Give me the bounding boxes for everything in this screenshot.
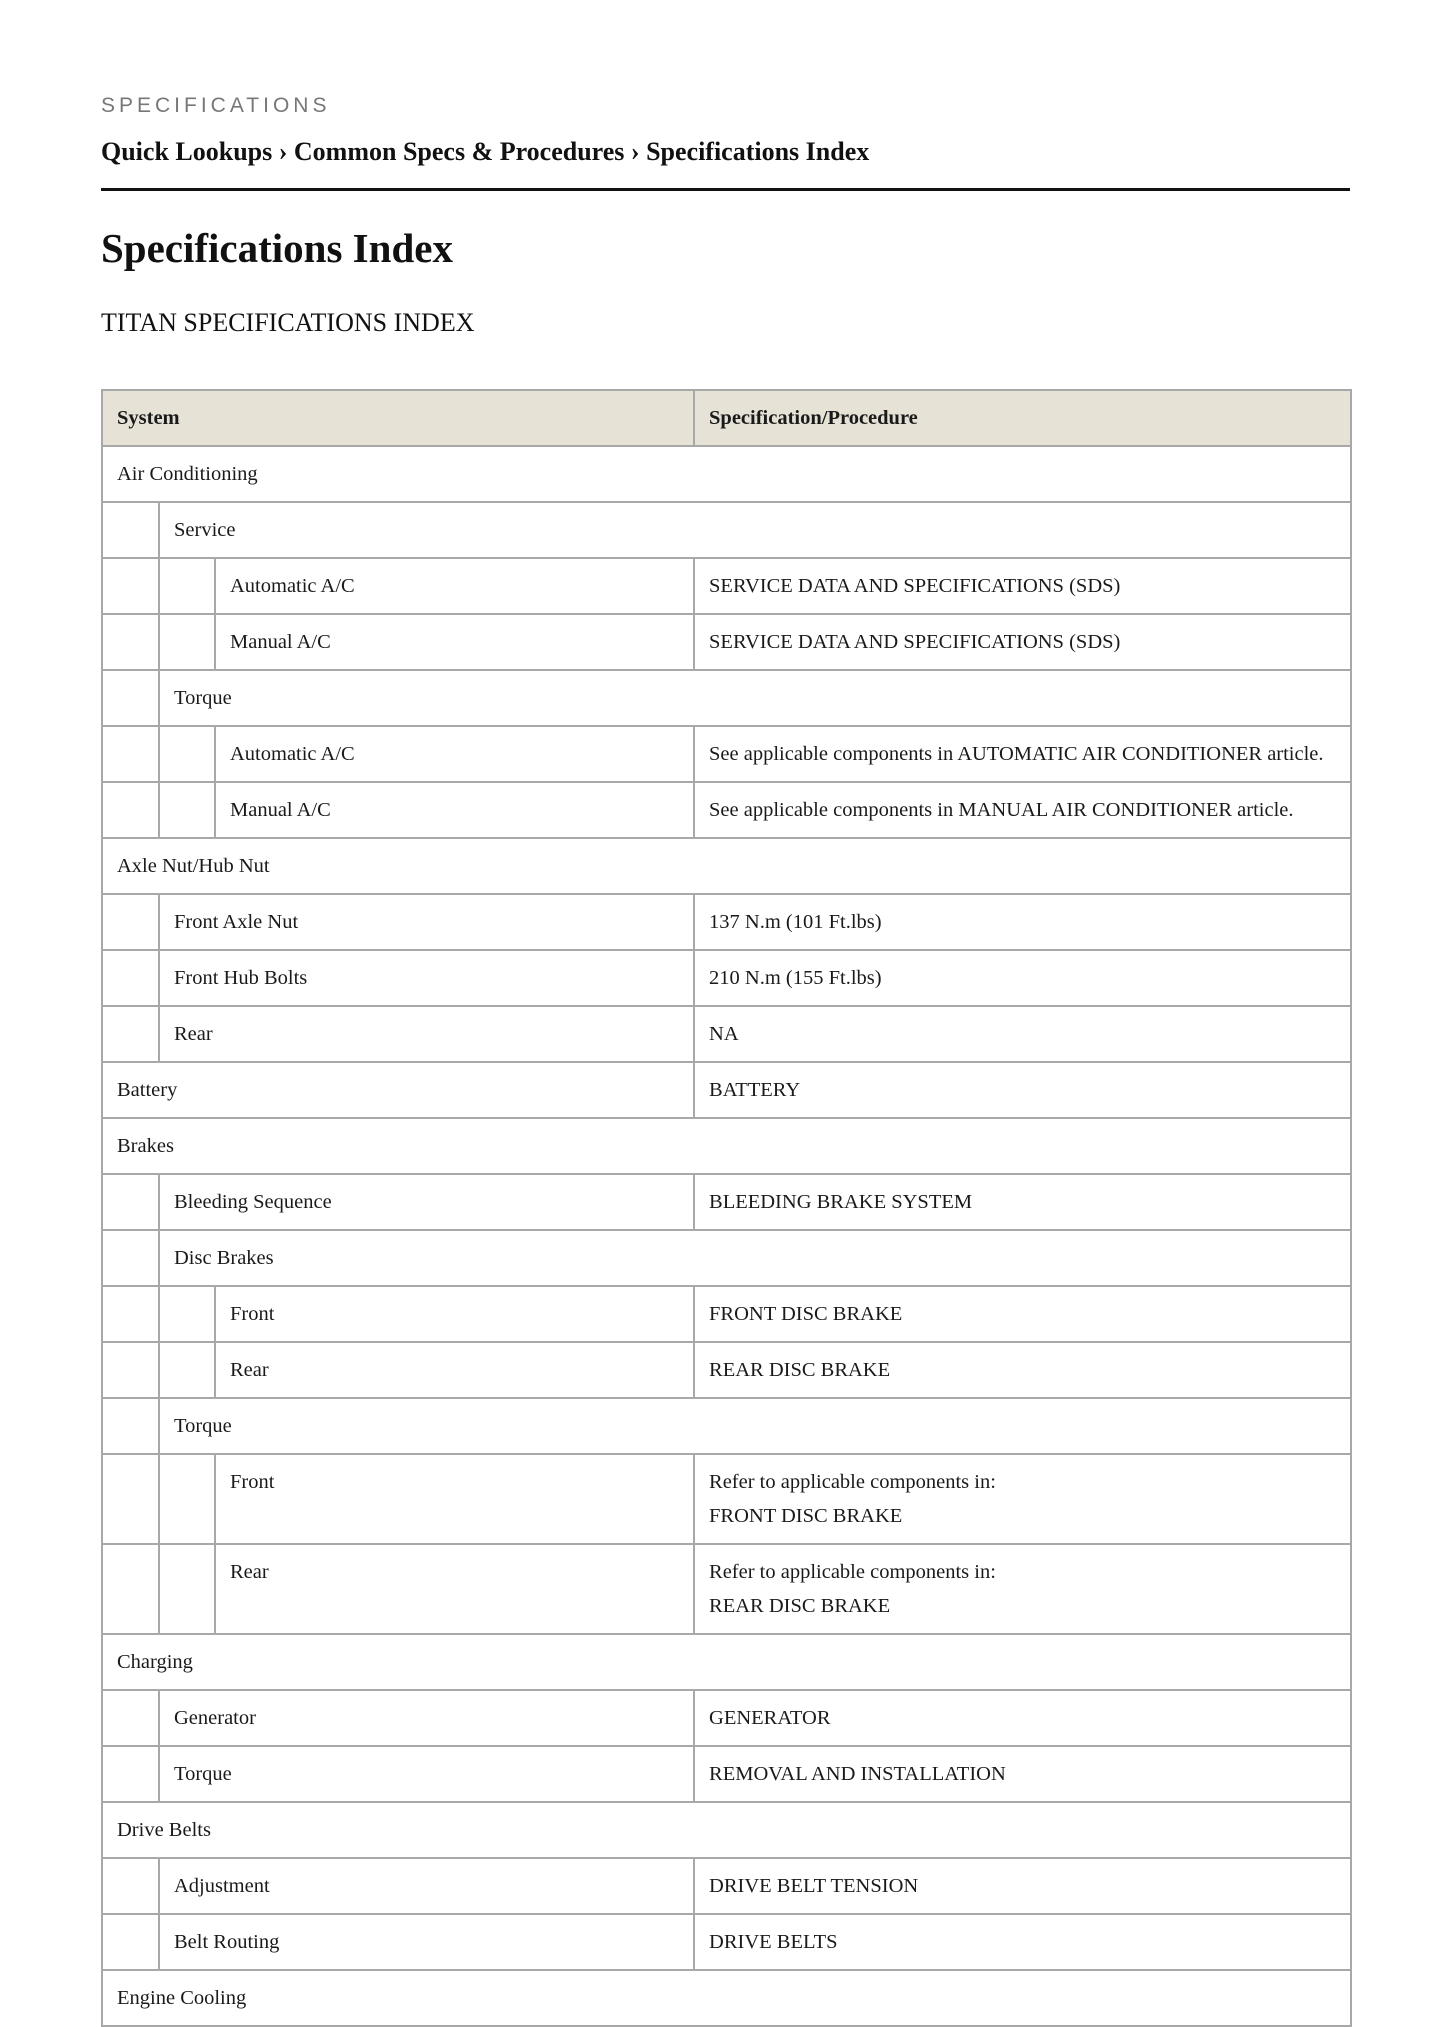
table-row bbox=[102, 1454, 1351, 1544]
system-cell: Automatic A/C bbox=[215, 726, 694, 782]
system-cell: Rear bbox=[215, 1544, 694, 1634]
table-row bbox=[102, 1802, 1351, 1858]
indent-cell bbox=[102, 1342, 159, 1398]
spec-cell: Refer to applicable components in: REAR DISC BRAKE bbox=[694, 1544, 1351, 1634]
spec-cell: NA bbox=[694, 1006, 1351, 1062]
table-row bbox=[102, 1970, 1351, 2026]
spec-cell: See applicable components in AUTOMATIC AIR CONDITIONER article. bbox=[694, 726, 1351, 782]
indent-cell bbox=[102, 1746, 159, 1802]
table-row bbox=[102, 614, 1351, 670]
indent-cell bbox=[102, 726, 159, 782]
table-row bbox=[102, 1286, 1351, 1342]
system-cell: Front bbox=[215, 1286, 694, 1342]
page-subtitle: TITAN SPECIFICATIONS INDEX bbox=[101, 308, 475, 337]
specifications-table bbox=[101, 389, 1352, 2027]
indent-cell bbox=[102, 1690, 159, 1746]
indent-cell bbox=[159, 1544, 215, 1634]
table-row bbox=[102, 1858, 1351, 1914]
table-row bbox=[102, 838, 1351, 894]
column-header-spec: Specification/Procedure bbox=[694, 390, 1351, 446]
spec-cell: SERVICE DATA AND SPECIFICATIONS (SDS) bbox=[694, 614, 1351, 670]
table-row bbox=[102, 446, 1351, 502]
table-row bbox=[102, 1914, 1351, 1970]
system-cell: Belt Routing bbox=[159, 1914, 694, 1970]
system-cell: Rear bbox=[159, 1006, 694, 1062]
table-row bbox=[102, 950, 1351, 1006]
indent-cell bbox=[102, 894, 159, 950]
spec-cell: GENERATOR bbox=[694, 1690, 1351, 1746]
indent-cell bbox=[102, 1286, 159, 1342]
spec-cell: FRONT DISC BRAKE bbox=[694, 1286, 1351, 1342]
table-row bbox=[102, 502, 1351, 558]
indent-cell bbox=[102, 950, 159, 1006]
indent-cell bbox=[102, 1230, 159, 1286]
table-row bbox=[102, 1398, 1351, 1454]
system-cell: Torque bbox=[159, 670, 1351, 726]
indent-cell bbox=[102, 614, 159, 670]
system-cell: Battery bbox=[102, 1062, 694, 1118]
table-row bbox=[102, 1544, 1351, 1634]
column-header-system: System bbox=[102, 390, 694, 446]
system-cell: Automatic A/C bbox=[215, 558, 694, 614]
indent-cell bbox=[102, 502, 159, 558]
indent-cell bbox=[159, 614, 215, 670]
table-row bbox=[102, 1634, 1351, 1690]
table-row bbox=[102, 1690, 1351, 1746]
table-row bbox=[102, 1174, 1351, 1230]
table-row bbox=[102, 558, 1351, 614]
indent-cell bbox=[102, 782, 159, 838]
system-cell: Bleeding Sequence bbox=[159, 1174, 694, 1230]
system-cell: Engine Cooling bbox=[102, 1970, 1351, 2026]
indent-cell bbox=[102, 1398, 159, 1454]
indent-cell bbox=[159, 1286, 215, 1342]
indent-cell bbox=[102, 1914, 159, 1970]
system-cell: Front bbox=[215, 1454, 694, 1544]
table-row bbox=[102, 1062, 1351, 1118]
indent-cell bbox=[102, 1454, 159, 1544]
indent-cell bbox=[159, 558, 215, 614]
spec-cell: SERVICE DATA AND SPECIFICATIONS (SDS) bbox=[694, 558, 1351, 614]
spec-cell: See applicable components in MANUAL AIR CONDITIONER article. bbox=[694, 782, 1351, 838]
indent-cell bbox=[102, 1006, 159, 1062]
table-row bbox=[102, 670, 1351, 726]
system-cell: Brakes bbox=[102, 1118, 1351, 1174]
table-row bbox=[102, 726, 1351, 782]
indent-cell bbox=[102, 1858, 159, 1914]
section-label: SPECIFICATIONS bbox=[101, 94, 331, 117]
indent-cell bbox=[102, 1174, 159, 1230]
indent-cell bbox=[102, 558, 159, 614]
system-cell: Rear bbox=[215, 1342, 694, 1398]
system-cell: Service bbox=[159, 502, 1351, 558]
spec-cell: Refer to applicable components in: FRONT DISC BRAKE bbox=[694, 1454, 1351, 1544]
spec-cell: REMOVAL AND INSTALLATION bbox=[694, 1746, 1351, 1802]
system-cell: Disc Brakes bbox=[159, 1230, 1351, 1286]
indent-cell bbox=[159, 1454, 215, 1544]
system-cell: Charging bbox=[102, 1634, 1351, 1690]
table-row bbox=[102, 1118, 1351, 1174]
table-row bbox=[102, 1746, 1351, 1802]
spec-cell: 137 N.m (101 Ft.lbs) bbox=[694, 894, 1351, 950]
spec-cell: BLEEDING BRAKE SYSTEM bbox=[694, 1174, 1351, 1230]
spec-cell: BATTERY bbox=[694, 1062, 1351, 1118]
system-cell: Drive Belts bbox=[102, 1802, 1351, 1858]
system-cell: Front Axle Nut bbox=[159, 894, 694, 950]
spec-cell: DRIVE BELT TENSION bbox=[694, 1858, 1351, 1914]
spec-cell: 210 N.m (155 Ft.lbs) bbox=[694, 950, 1351, 1006]
system-cell: Manual A/C bbox=[215, 614, 694, 670]
table-row bbox=[102, 1006, 1351, 1062]
table-header-row bbox=[102, 390, 1351, 446]
system-cell: Torque bbox=[159, 1746, 694, 1802]
breadcrumb: Quick Lookups › Common Specs & Procedures › Specifications Index bbox=[101, 137, 870, 166]
table-row bbox=[102, 1230, 1351, 1286]
system-cell: Torque bbox=[159, 1398, 1351, 1454]
page-title: Specifications Index bbox=[101, 225, 453, 271]
system-cell: Manual A/C bbox=[215, 782, 694, 838]
indent-cell bbox=[102, 1544, 159, 1634]
system-cell: Air Conditioning bbox=[102, 446, 1351, 502]
table-row bbox=[102, 782, 1351, 838]
indent-cell bbox=[159, 782, 215, 838]
system-cell: Axle Nut/Hub Nut bbox=[102, 838, 1351, 894]
spec-cell: REAR DISC BRAKE bbox=[694, 1342, 1351, 1398]
system-cell: Front Hub Bolts bbox=[159, 950, 694, 1006]
table-body bbox=[102, 446, 1351, 2026]
system-cell: Adjustment bbox=[159, 1858, 694, 1914]
indent-cell bbox=[159, 726, 215, 782]
indent-cell bbox=[159, 1342, 215, 1398]
header-divider bbox=[101, 188, 1350, 191]
table-row bbox=[102, 894, 1351, 950]
table-row bbox=[102, 1342, 1351, 1398]
spec-cell: DRIVE BELTS bbox=[694, 1914, 1351, 1970]
indent-cell bbox=[102, 670, 159, 726]
system-cell: Generator bbox=[159, 1690, 694, 1746]
